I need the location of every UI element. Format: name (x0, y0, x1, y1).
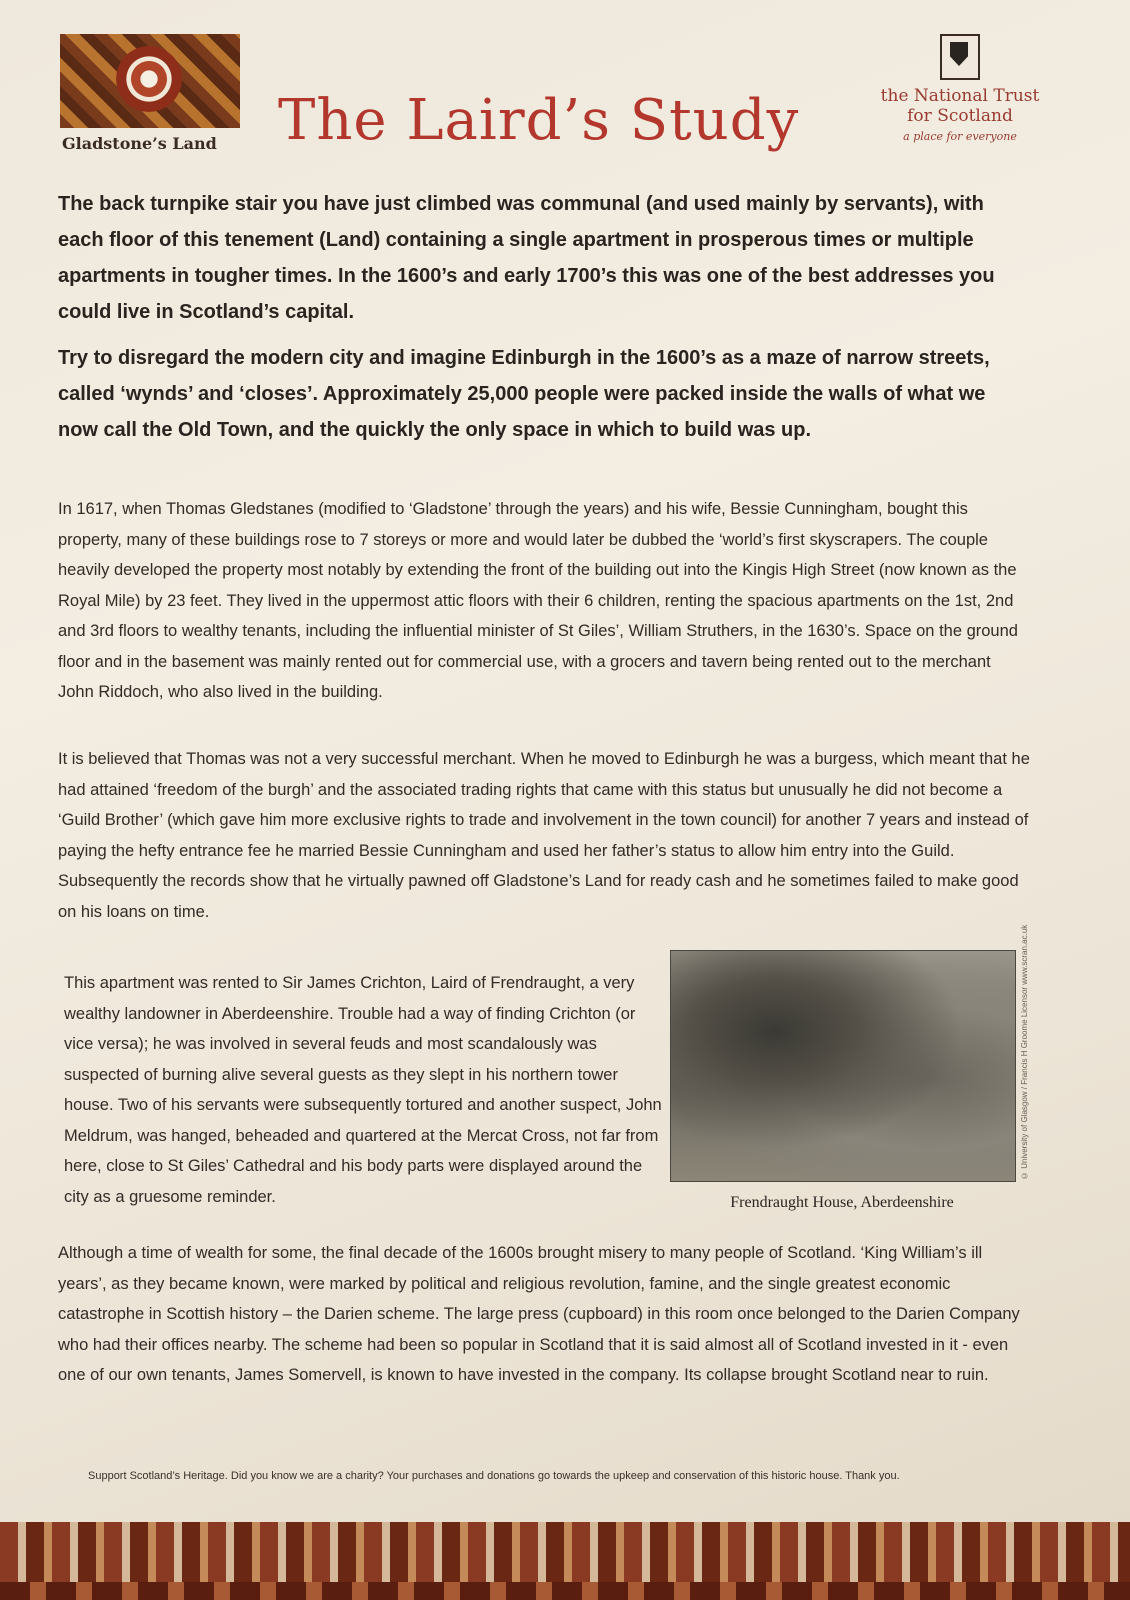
figure-caption: Frendraught House, Aberdeenshire (730, 1194, 954, 1211)
page-title: The Laird’s Study (278, 88, 800, 153)
frendraught-house-photo (670, 950, 1016, 1182)
intro-paragraph-2 (58, 340, 1030, 448)
org-name-line2: for Scotland (907, 106, 1013, 126)
logo-label: Gladstone’s Land (62, 134, 217, 153)
shield-icon (940, 34, 980, 80)
body-text: It is believed that Thomas was not a very successful merchant. When he moved to Edinburgh he was a burgess, which meant that he had attained ‘freedom of the burgh’ and the associated trading rights that came with this status but unusually he did not become a ‘Guild Brother’ (which gave him more exclusive rights to trade and involvement in the town council) for another 7 years and instead of paying the hefty entrance fee he married Bessie Cunningham and used her father’s status to allow him entry into the Guild. Subsequently the records show that he virtually pawned off Gladstone’s Land for ready cash and he sometimes failed to make good on his loans on time. (58, 750, 1030, 921)
body-paragraph-3 (64, 968, 664, 1212)
org-name-line1: the National Trust (880, 86, 1040, 106)
body-text: This apartment was rented to Sir James Crichton, Laird of Frendraught, a very wealthy landowner in Aberdeenshire. Trouble had a way of finding Crichton (or vice versa); he was involved in several feuds and most scandalously was suspected of burning alive several guests as they slept in his northern tower house. Two of his servants were subsequently tortured and another suspect, John Meldrum, was hanged, beheaded and quartered at the Mercat Cross, not far from here, close to St Giles’ Cathedral and his body parts were displayed around the city as a gruesome reminder. (64, 974, 662, 1206)
decorative-border (0, 1522, 1130, 1600)
body-text: In 1617, when Thomas Gledstanes (modified to ‘Gladstone’ through the years) and his wife, Bessie Cunningham, bought this property, many of these buildings rose to 7 storeys or more and would later be dubbed the ‘world’s first skyscrapers. The couple heavily developed the property most notably by extending the front of the building out into the Kingis High Street (now known as the Royal Mile) by 23 feet. They lived in the uppermost attic floors with their 6 children, renting the spacious apartments on the 1st, 2nd and 3rd floors to wealthy tenants, including the influential minister of St Giles’, William Struthers, in the 1630’s. Space on the ground floor and in the basement was mainly rented out for commercial use, with a grocers and tavern being rented out to the merchant John Riddoch, who also lived in the building. (58, 500, 1018, 701)
photo-credit: © University of Glasgow / Francis H Groome Licensor www.scran.ac.uk (1020, 924, 1029, 1180)
rose-emblem-icon (116, 46, 182, 112)
figure (670, 924, 1042, 1212)
intro-text: The back turnpike stair you have just climbed was communal (and used mainly by servants), with each floor of this tenement (Land) containing a single apartment in prosperous times or multiple apartments in tougher times. In the 1600’s and early 1700’s this was one of the best addresses you could live in Scotland’s capital. (58, 193, 995, 323)
charity-note: Support Scotland’s Heritage. Did you know we are a charity? Your purchases and donations go towards the upkeep and conservation of this historic house. Thank you. (88, 1470, 900, 1482)
gladstones-land-logo (58, 34, 248, 162)
body-paragraph-4 (58, 1238, 1030, 1391)
body-paragraph-2 (58, 744, 1030, 927)
body-text: Although a time of wealth for some, the final decade of the 1600s brought misery to many people of Scotland. ‘King William’s ill years’, as they became known, were marked by political and religious revolution, famine, and the single greatest economic catastrophe in Scottish history – the Darien scheme. The large press (cupboard) in this room once belonged to the Darien Company who had their offices nearby. The scheme had been so popular in Scotland that it is said almost all of Scotland invested in it - even one of our own tenants, James Somervell, is known to have invested in the company. Its collapse brought Scotland near to ruin. (58, 1244, 1020, 1384)
intro-paragraph-1 (58, 186, 1030, 330)
national-trust-logo (870, 34, 1050, 143)
org-tagline: a place for everyone (903, 130, 1017, 143)
body-paragraph-1 (58, 494, 1030, 708)
intro-text: Try to disregard the modern city and imagine Edinburgh in the 1600’s as a maze of narrow streets, called ‘wynds’ and ‘closes’. Approximately 25,000 people were packed inside the walls of what we now call the Old Town, and the quickly the only space in which to build was up. (58, 347, 990, 441)
